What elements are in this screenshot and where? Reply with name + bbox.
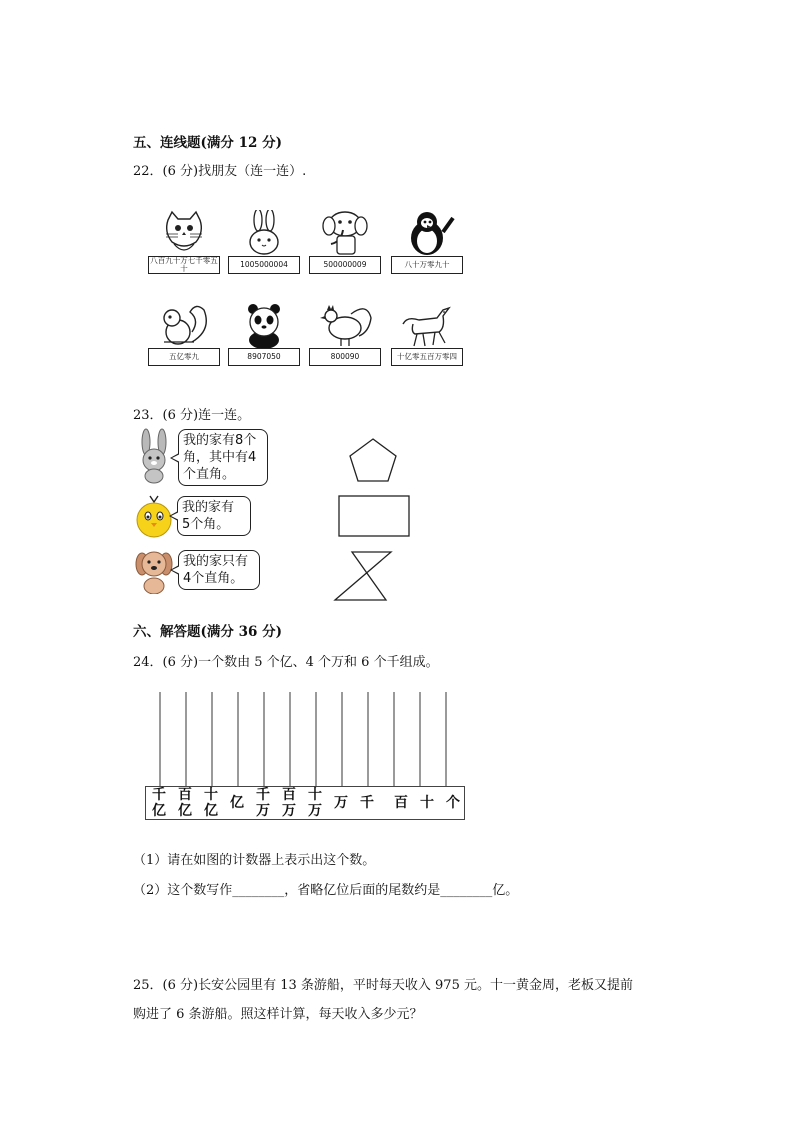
place-label: 千 亿 xyxy=(152,787,166,819)
penguin-icon xyxy=(399,210,455,256)
card-label: 8907050 xyxy=(228,348,300,366)
rabbit-icon xyxy=(134,428,174,484)
place-label: 万 xyxy=(334,795,348,811)
abacus xyxy=(145,692,465,820)
card-label: 1005000004 xyxy=(228,256,300,274)
squirrel-icon xyxy=(156,302,212,348)
place-label: 百 万 xyxy=(282,787,296,819)
dog-icon xyxy=(134,546,174,594)
card-rabbit[interactable] xyxy=(228,210,300,276)
card-label: 500000009 xyxy=(309,256,381,274)
place-label: 十 亿 xyxy=(204,787,218,819)
chick-icon xyxy=(134,492,174,540)
question-23-text: 23．(6 分)连一连。 xyxy=(133,408,251,423)
question-24-part-2: （2）这个数写作________，省略亿位后面的尾数约是________亿。 xyxy=(133,883,519,898)
card-penguin[interactable] xyxy=(391,210,463,276)
abacus-rod[interactable] xyxy=(393,692,395,788)
abacus-rod[interactable] xyxy=(315,692,317,788)
question-24-text: 24．(6 分)一个数由 5 个亿、4 个万和 6 个千组成。 xyxy=(133,655,439,670)
speech-bubble: 我的家只有 4个直角。 xyxy=(178,550,260,590)
card-label: 十亿零五百万零四 xyxy=(391,348,463,366)
speech-bubble: 我的家有 5个角。 xyxy=(177,496,251,536)
pentagon-shape xyxy=(350,439,396,481)
card-rooster[interactable] xyxy=(309,302,381,368)
place-label: 千 万 xyxy=(256,787,270,819)
place-label: 个 xyxy=(446,795,460,811)
abacus-rod[interactable] xyxy=(159,692,161,788)
panda-icon xyxy=(236,302,292,348)
card-horse[interactable] xyxy=(391,302,463,368)
question-24-part-1: （1）请在如图的计数器上表示出这个数。 xyxy=(133,853,376,868)
elephant-icon xyxy=(317,210,373,256)
place-label: 百 亿 xyxy=(178,787,192,819)
card-squirrel[interactable] xyxy=(148,302,220,368)
place-label: 千 xyxy=(360,795,374,811)
place-label: 百 xyxy=(394,795,408,811)
abacus-rod[interactable] xyxy=(419,692,421,788)
place-label: 十 xyxy=(420,795,434,811)
rectangle-shape xyxy=(339,496,409,536)
abacus-rod[interactable] xyxy=(263,692,265,788)
shapes-column xyxy=(330,436,420,606)
place-label: 十 万 xyxy=(308,787,322,819)
section-5-title: 五、连线题(满分 12 分) xyxy=(133,135,282,151)
card-label: 八百九十万七千零五十 xyxy=(148,256,220,274)
card-label: 五亿零九 xyxy=(148,348,220,366)
speech-bubble: 我的家有8个 角，其中有4 个直角。 xyxy=(178,429,268,486)
abacus-rod[interactable] xyxy=(237,692,239,788)
horse-icon xyxy=(399,302,455,348)
place-label: 亿 xyxy=(230,795,244,811)
card-label: 八十万零九十 xyxy=(391,256,463,274)
abacus-rod[interactable] xyxy=(367,692,369,788)
abacus-rod[interactable] xyxy=(289,692,291,788)
question-22-text: 22．(6 分)找朋友（连一连）. xyxy=(133,164,307,179)
abacus-rod[interactable] xyxy=(211,692,213,788)
card-elephant[interactable] xyxy=(309,210,381,276)
card-cat[interactable] xyxy=(148,210,220,276)
question-25-line-2: 购进了 6 条游船。照这样计算，每天收入多少元？ xyxy=(133,1007,423,1022)
abacus-rod[interactable] xyxy=(445,692,447,788)
rabbit-icon xyxy=(236,210,292,256)
cat-icon xyxy=(156,210,212,256)
abacus-base xyxy=(145,786,465,820)
question-25-line-1: 25．(6 分)长安公园里有 13 条游船，平时每天收入 975 元。十一黄金周，老板又提前 xyxy=(133,978,633,993)
abacus-rod[interactable] xyxy=(341,692,343,788)
card-panda[interactable] xyxy=(228,302,300,368)
rooster-icon xyxy=(317,302,373,348)
section-6-title: 六、解答题(满分 36 分) xyxy=(133,624,282,640)
card-label: 800090 xyxy=(309,348,381,366)
bowtie-shape xyxy=(335,552,391,600)
abacus-rod[interactable] xyxy=(185,692,187,788)
